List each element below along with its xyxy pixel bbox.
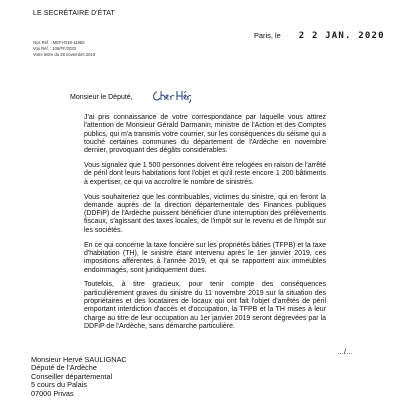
recipient-title: Député de l'Ardèche: [31, 363, 97, 373]
recipient-city: 07000 Privas: [31, 388, 74, 398]
body-paragraph: Toutefois, à titre gracieux, pour tenir compte des conséquences particulièrement graves du sinistre du 11 novembre 2019 sur la situation des propriétaires et des locataires de locaux qui ont fait l'objet d'arrêtés de péril emportant interdiction d'accès et d'occupation, la TFPB et la TH mises à leur charge au titre de leur occupation au 1er janvier 2019 seront dégrevées par la DDFiP de l'Ardèche, sans démarche particulière.: [84, 281, 326, 330]
recipient-address: [31, 356, 127, 398]
handwritten-greeting-drawing: [151, 88, 193, 104]
recipient-street: 5 cours du Palais: [31, 380, 87, 390]
your-reference: Vos Réf. : 106/FF/2033: [33, 46, 77, 52]
letterhead-title: LE SECRÉTAIRE D'ÉTAT: [33, 10, 115, 17]
our-reference: Nos Réf. : MEFI-D19-11665: [33, 40, 85, 45]
place: Paris, le: [254, 31, 281, 40]
body-paragraph: Vous souhaiteriez que les contribuables, victimes du sinistre, qui en feront la demande auprès de la direction départementale des Finances publiques (DDFiP) de l'Ardèche puissent bénéficier d'une interruption des prélèvements fiscaux, s'agissant des taxes locales, de l'impôt sur le revenu et de l'impôt sur les sociétés.: [84, 193, 326, 234]
your-letter-date: Votre lettre du 28 novembre 2019: [33, 52, 96, 58]
reference-block: [33, 40, 95, 58]
place-date: [254, 31, 385, 41]
salutation: Monsieur le Député,: [70, 94, 133, 101]
handwritten-greeting: [151, 88, 193, 104]
letter-body: [84, 114, 326, 338]
date-stamp: 2 2 JAN. 2020: [298, 31, 385, 41]
body-paragraph: J'ai pris connaissance de votre correspondance par laquelle vous attirez l'attention de Monsieur Gérald Darmanin, ministre de l'Action et des Comptes publics, qui m'a transmis votre courrier, sur les conséquences du séisme qui a touché certaines communes du département de l'Ardèche en novembre dernier, provoquant des dégâts considérables.: [84, 114, 326, 155]
continuation-mark: …/…: [337, 349, 353, 356]
body-paragraph: Vous signalez que 1 500 personnes doivent être relogées en raison de l'arrêté de péril dont leurs habitations font l'objet et qu'il reste encore 1 200 bâtiments à expertiser, ce qui va accroître le nombre de sinistrés.: [84, 162, 326, 186]
recipient-name: Monsieur Hervé SAULIGNAC: [31, 355, 127, 364]
body-paragraph: En ce qui concerne la taxe foncière sur les propriétés bâties (TFPB) et la taxe d'habitation (TH), le sinistre étant intervenu après le 1er janvier 2019, ces impositions afférentes à l'année 2019, et qui se rapportent aux immeubles endommagés, sont juridiquement dues.: [84, 241, 326, 274]
recipient-role: Conseiller départemental: [31, 371, 113, 381]
